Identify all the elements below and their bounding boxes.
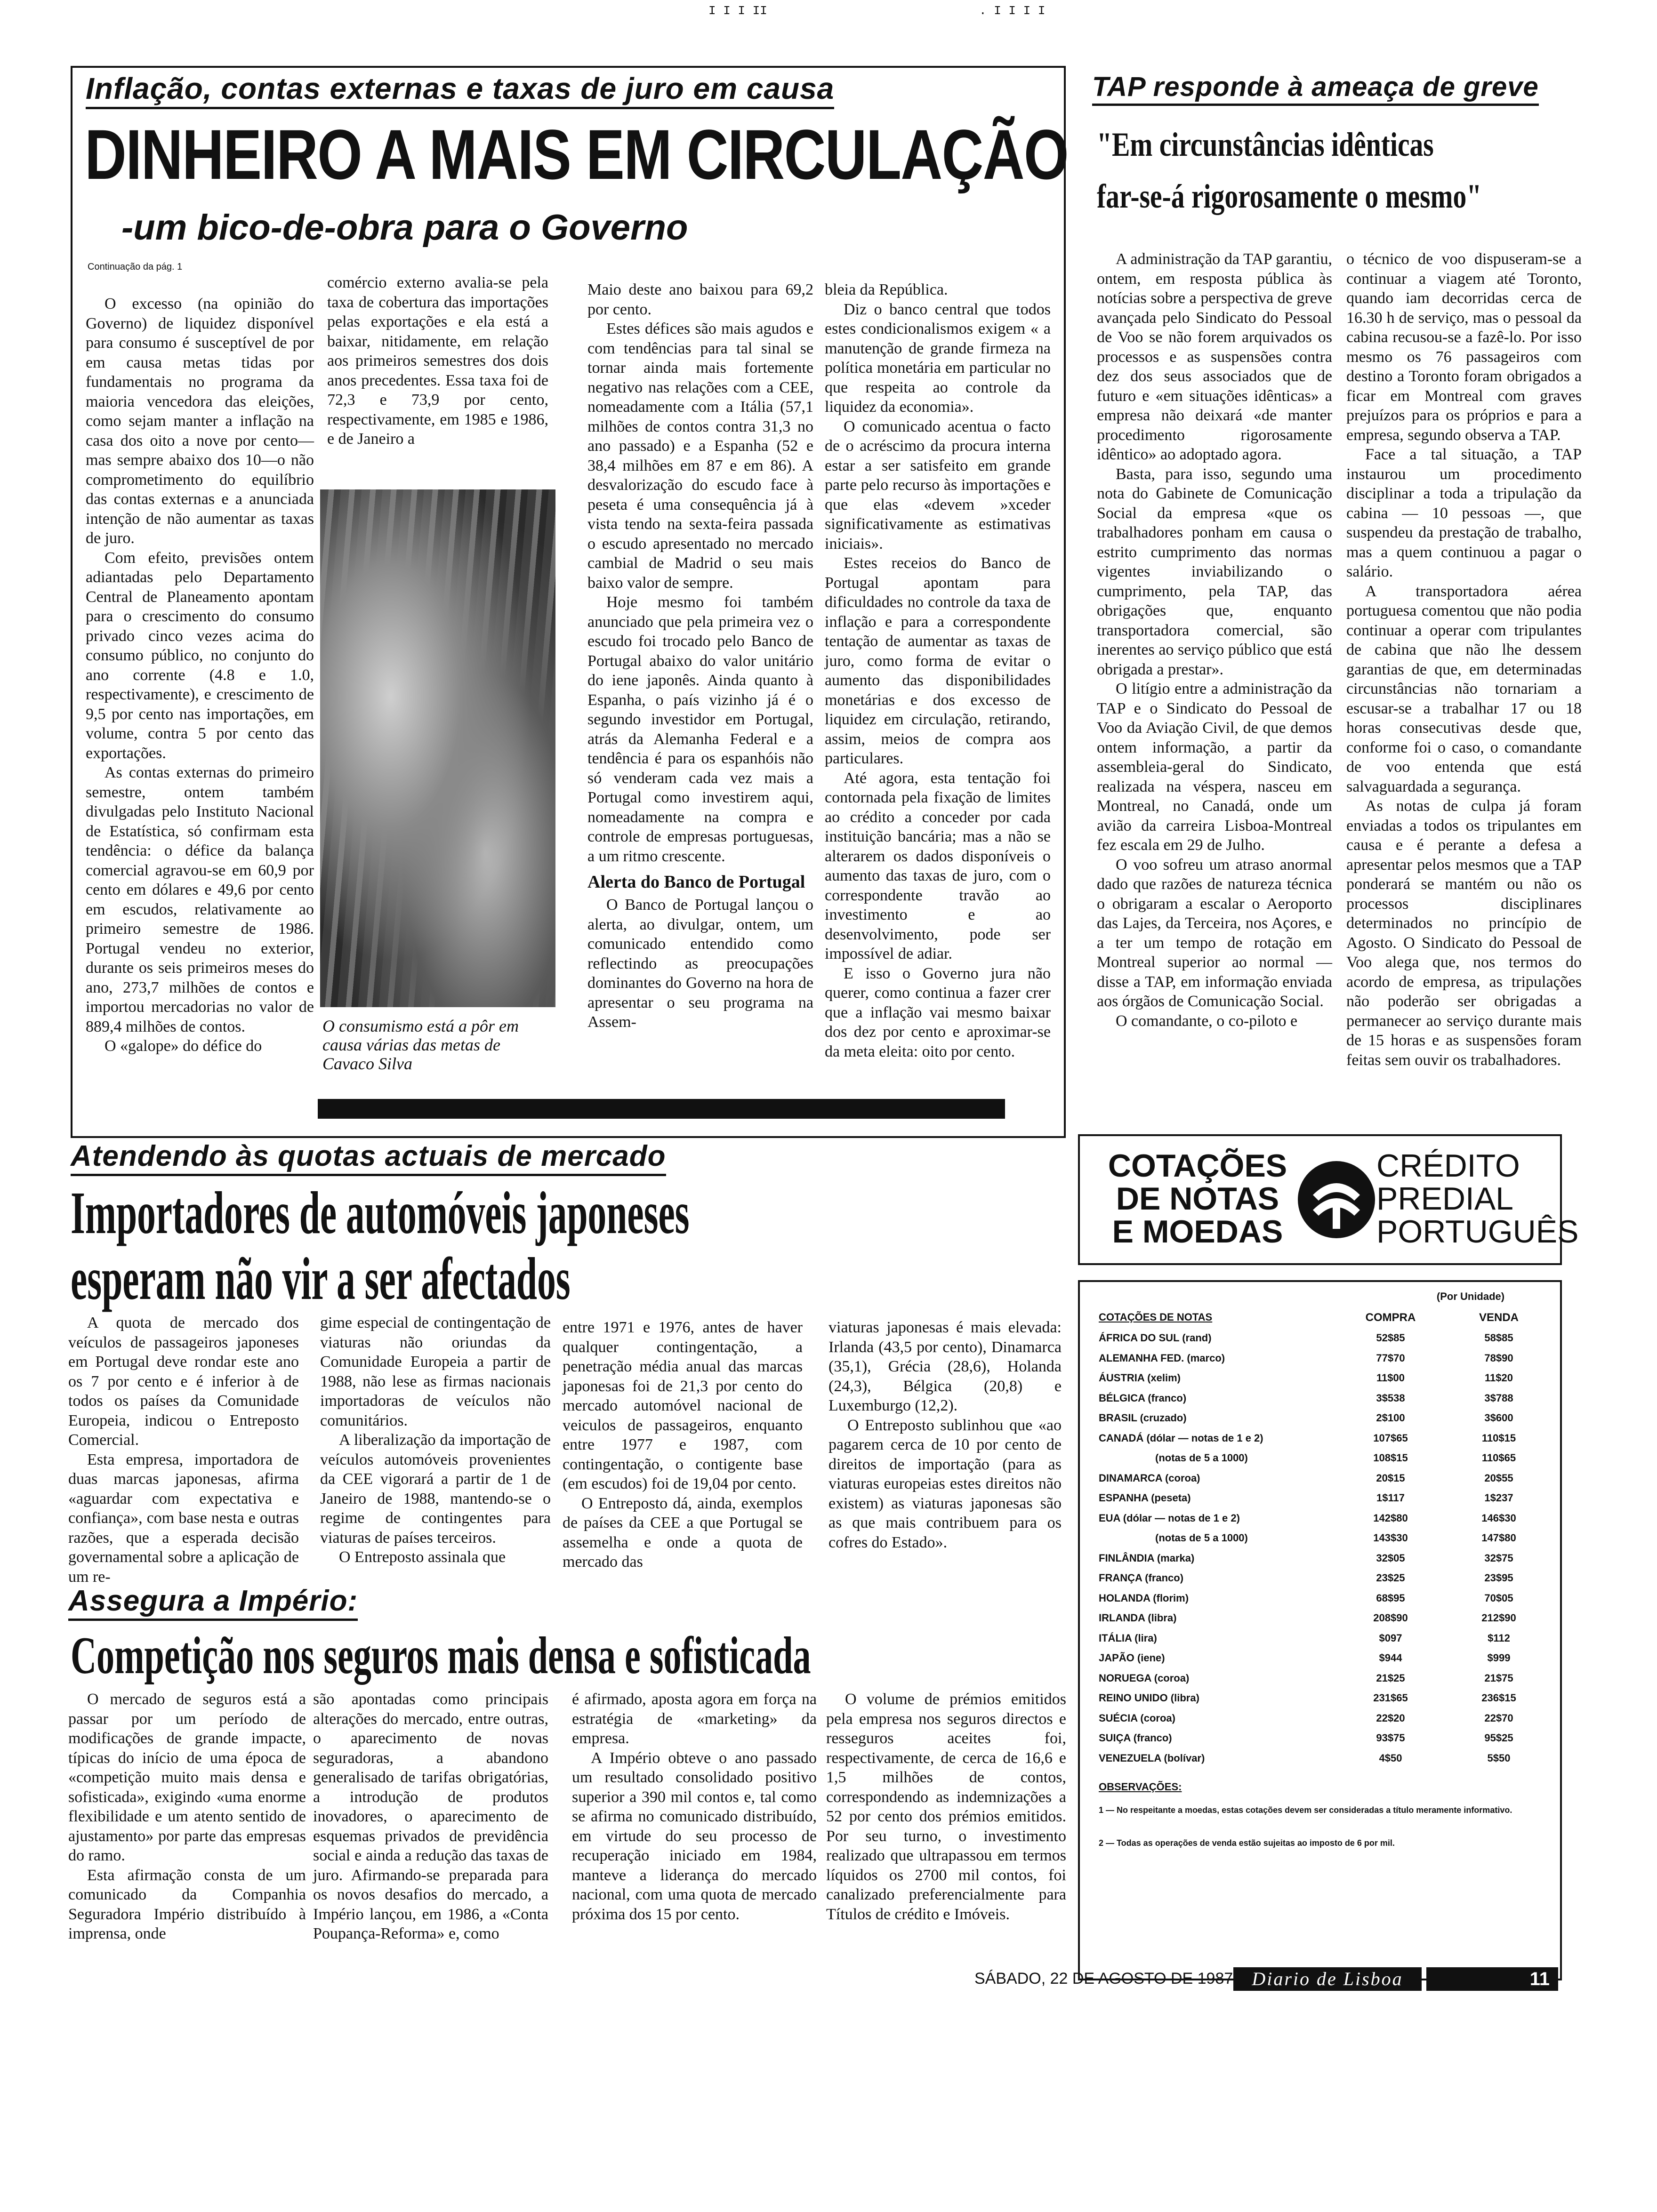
sell-rate: 22$70 [1484, 1712, 1513, 1724]
currency-name: VENEZUELA (bolívar) [1099, 1752, 1205, 1764]
paragraph: As contas externas do primeiro semestre, ontem também divulgadas pelo Instituto Nacional de Estatística, só confirmam esta tendência: o défice da balança comercial agravou-se em 60,9 por cento em dólares e 49,6 por cento em escudos, relativamente ao primeiro semestre de 1986. Portugal vendeu no exterior, durante os seis primeiros meses do ano, 273,7 milhões de contos e importou mercadorias no valor de 889,4 milhões de contos. [86, 764, 314, 1035]
rate-row [1099, 1372, 1569, 1391]
currency-name: FINLÂNDIA (marka) [1099, 1552, 1195, 1564]
buy-rate: 93$75 [1376, 1732, 1405, 1744]
currency-name: JAPÃO (iene) [1099, 1652, 1165, 1664]
paragraph: Basta, para isso, segundo uma nota do Gabinete de Comunicação Social da empresa «que os trabalhadores ponham em causa o estrito cumprimento das normas vigentes inviabilizando o cumprimento, pela TAP, das obrigações que, enquanto transportadora comercial, são inerentes ao serviço público que está obrigada a prestar». [1097, 465, 1332, 678]
banner-line: E MOEDAS [1112, 1214, 1283, 1250]
importers-headline-line-2: esperam não vir a ser afectados [71, 1245, 571, 1312]
buy-rate: 107$65 [1373, 1432, 1408, 1444]
sell-rate: 58$85 [1484, 1332, 1513, 1344]
importers-headline-line-1: Importadores de automóveis japoneses [71, 1179, 690, 1246]
banner-line: PREDIAL [1376, 1181, 1513, 1217]
insurance-col-1 [68, 1690, 306, 1942]
paragraph: Até agora, esta tentação foi contornada pela fixação de limites ao crédito a conceder por cada instituição bancária; mas a não se alterarem os dados disponíveis o aumento das taxas de juro, com o correspondente travão ao investimento e ao desenvolvimento, pode ser impossível de adiar. [825, 769, 1051, 962]
paragraph: Esta empresa, importadora de duas marcas japonesas, afirma «aguardar com expectativa e confiança», com base nesta e outras razões, que a esperada decisão governamental sobre a aplicação de um re- [68, 1451, 299, 1586]
buy-rate: 68$95 [1376, 1592, 1405, 1604]
rates-banner-right [1376, 1148, 1579, 1250]
paragraph: O comandante, o co-piloto e [1116, 1012, 1298, 1030]
paragraph: Com efeito, previsões ontem adiantadas pelo Departamento Central de Planeamento apontam para o crescimento do consumo privado cinco vezes acima do consumo público, no conjunto do ano corrente (4.8 e 1.0, respectivamente), e crescimento de 9,5 por cento nas importações, em volume, contra 5 por cento das exportações. [86, 549, 314, 762]
currency-name: CANADÁ (dólar — notas de 1 e 2) [1099, 1432, 1263, 1444]
paragraph: A transportadora aérea portuguesa comentou que não podia continuar a operar com tripulantes de cabina que não lhe dessem garantias de que, em determinadas circunstâncias não tornariam a escusar-se a trabalhar 17 ou 18 horas consecutivas desde que, conforme foi o caso, o comandante de voo entenda que está salvaguardada a segurança. [1346, 582, 1582, 795]
buy-rate: 2$100 [1376, 1412, 1405, 1424]
paragraph: O Entreposto assinala que [339, 1548, 506, 1566]
paragraph: o técnico de voo dispuseram-se a continuar a viagem até Toronto, quando iam decorridas cerca de 16.30 h de serviço, mas o pessoal da cabina recusou-se a fazê-lo. Por isso mesmo os 76 passageiros com destino a Toronto foram obrigados a ficar em Montreal com graves prejuízos para os próprios e para a empresa, segundo observa a TAP. [1346, 250, 1582, 444]
sell-header: VENDA [1479, 1311, 1519, 1324]
buy-header: COMPRA [1365, 1311, 1416, 1324]
rate-row [1099, 1452, 1569, 1471]
importers-kicker: Atendendo às quotas actuais de mercado [71, 1139, 666, 1176]
currency-name: ÁUSTRIA (xelim) [1099, 1372, 1181, 1384]
buy-rate: 108$15 [1373, 1452, 1408, 1464]
paragraph: O Entreposto sublinhou que «ao pagarem cerca de 10 por cento de direitos de importação (para as viaturas europeias estes direitos não existem) as viaturas japonesas são as que mais contribuem para os cofres do Estado». [828, 1416, 1062, 1551]
paragraph: Face a tal situação, a TAP instaurou um procedimento disciplinar a toda a tripulação da cabina — 10 pessoas —, que suspendeu da prestação de trabalho, mas a quem continuou a pagar o salário. [1346, 446, 1582, 580]
obs-title: OBSERVAÇÕES: [1099, 1781, 1182, 1793]
rates-table [1078, 1280, 1562, 1980]
paragraph: é afirmado, aposta agora em força na estratégia de «marketing» da empresa. [572, 1691, 817, 1747]
footer-date: SÁBADO, 22 DE AGOSTO DE 1987 [974, 1970, 1233, 1988]
paragraph: O excesso (na opinião do Governo) de liquidez disponível para consumo é susceptível de por em causa metas tidas por fundamentais no programa da maioria vencedora das eleições, como sejam manter a inflação na casa dos oito a nove por cento—mas sempre abaixo dos 10—o não comprometimento do equilíbrio das contas externas e a anunciada intenção de não aumentar as taxas de juro. [86, 295, 314, 547]
paragraph: gime especial de contingentação de viaturas não oriundas da Comunidade Europeia a partir de 1988, não lese as firmas nacionais importadoras de veículos não comunitários. [320, 1314, 551, 1429]
buy-rate: 3$538 [1376, 1392, 1405, 1404]
obs-note: 1 — No respeitante a moedas, estas cotações devem ser consideradas a título meramente informativo. [1099, 1805, 1512, 1815]
sell-rate: 1$237 [1484, 1492, 1513, 1504]
rate-row [1099, 1592, 1569, 1611]
buy-rate: 11$00 [1376, 1372, 1405, 1384]
banner-line: CRÉDITO [1376, 1148, 1520, 1184]
paragraph: O «galope» do défice do [105, 1037, 262, 1055]
paragraph: Estes receios do Banco de Portugal apontam para dificuldades no controle da taxa de inflação e para a correspondente tentação de aumentar as taxas de juro, como forma de evitar o aumento das disponibilidades monetárias e dos excesso de liquidez em circulação, retirando, assim, meios de compra aos particulares. [825, 554, 1051, 767]
sell-rate: 146$30 [1481, 1512, 1516, 1524]
insurance-col-4 [826, 1690, 1066, 1934]
banner-line: DE NOTAS [1116, 1181, 1279, 1217]
paragraph: A quota de mercado dos veículos de passageiros japoneses em Portugal deve rondar este ano os 7 por cento e é inferior à de todos os países da Comunidade Europeia, indicou o Entreposto Comercial. [68, 1314, 299, 1449]
insurance-col-3 [572, 1690, 817, 1934]
rate-row [1099, 1532, 1569, 1551]
buy-rate: $944 [1379, 1652, 1402, 1664]
buy-rate: $097 [1379, 1632, 1402, 1644]
currency-name: BRASIL (cruzado) [1099, 1412, 1187, 1424]
rates-banner-left [1099, 1149, 1296, 1248]
currency-name: ESPANHA (peseta) [1099, 1492, 1191, 1504]
banner-line: PORTUGUÊS [1376, 1214, 1579, 1250]
rate-row [1099, 1352, 1569, 1371]
tap-col-2 [1346, 249, 1582, 1134]
buy-rate: 32$05 [1376, 1552, 1405, 1564]
photo-caption: O consumismo está a pôr em causa várias das metas de Cavaco Silva [322, 1017, 519, 1073]
currency-name: FRANÇA (franco) [1099, 1572, 1184, 1584]
sell-rate: 212$90 [1481, 1612, 1516, 1624]
currency-name: REINO UNIDO (libra) [1099, 1692, 1199, 1704]
rate-row [1099, 1572, 1569, 1591]
rate-row [1099, 1432, 1569, 1451]
inflation-headline: DINHEIRO A MAIS EM CIRCULAÇÃO [85, 115, 1068, 194]
currency-name: (notas de 5 a 1000) [1155, 1532, 1248, 1544]
inflation-col-4 [825, 280, 1051, 1080]
buy-rate: 52$85 [1376, 1332, 1405, 1344]
sell-rate: 147$80 [1481, 1532, 1516, 1544]
paragraph: A Império obteve o ano passado um resultado consolidado positivo superior a 390 mil contos e, tal como se afirma no comunicado distribuído, em virtude do seu processo de recuperação iniciado em 1984, manteve a liderança do mercado nacional, com uma quota de mercado próxima dos 15 por cento. [572, 1749, 817, 1923]
rate-row [1099, 1492, 1569, 1511]
buy-rate: 22$20 [1376, 1712, 1405, 1724]
importers-col-3 [563, 1318, 803, 1581]
buy-rate: 208$90 [1373, 1612, 1408, 1624]
inflation-col-3 [587, 280, 813, 1080]
rate-row [1099, 1692, 1569, 1711]
paragraph: Esta afirmação consta de um comunicado da Companhia Seguradora Império distribuído à imprensa, onde [68, 1866, 306, 1942]
currency-name: SUIÇA (franco) [1099, 1732, 1172, 1744]
currency-name: ALEMANHA FED. (marco) [1099, 1352, 1225, 1364]
insurance-col-2 [313, 1690, 548, 1942]
rate-row [1099, 1652, 1569, 1671]
paragraph: A liberalização da importação de veículos automóveis provenientes da CEE vigorará a partir de 1 de Janeiro de 1988, mantendo-se o regime de contingentes para viaturas de países terceiros. [320, 1431, 551, 1547]
paragraph: Hoje mesmo foi também anunciado que pela primeira vez o escudo foi trocado pelo Banco de Portugal abaixo do valor unitário do iene japonês. Ainda quanto à Espanha, o país vizinho já é o segundo investidor em Portugal, atrás da Alemanha Federal e a tendência é para os espanhóis não só venderam cada vez mais a Portugal como investirem aqui, nomeadamente na compra e controle de empresas portuguesas, a um ritmo crescente. [587, 593, 813, 865]
subheading: Alerta do Banco de Portugal [587, 872, 805, 892]
rate-row [1099, 1712, 1569, 1731]
black-rule [318, 1099, 1005, 1119]
paragraph: A administração da TAP garantiu, ontem, em resposta pública às notícias sobre a perspectiva de greve avançada pelo Sindicato do Pessoal de Voo se não forem arquivados os processos e as suspensões contra dez dos seus associados que de futuro e «em situações idênticas» a empresa não deixará «de manter procedimento rigorosamente idêntico» ao adoptado agora. [1097, 250, 1332, 463]
currency-name: NORUEGA (coroa) [1099, 1672, 1190, 1684]
sell-rate: 110$65 [1481, 1452, 1516, 1464]
rates-banner [1078, 1134, 1579, 1265]
currency-name: DINAMARCA (coroa) [1099, 1472, 1200, 1484]
registration-mark: . I I I I [979, 4, 1046, 18]
currency-name: EUA (dólar — notas de 1 e 2) [1099, 1512, 1240, 1524]
paragraph: E isso o Governo jura não querer, como continua a fazer crer que a inflação vai mesmo baixar dos dez por cento e aproximar-se da meta eleita: oito por cento. [825, 964, 1051, 1060]
rate-row [1099, 1332, 1569, 1351]
footer-bar [1426, 1967, 1558, 1991]
banner-line: COTAÇÕES [1108, 1148, 1287, 1184]
rate-row [1099, 1732, 1569, 1751]
sell-rate: 110$15 [1481, 1432, 1516, 1444]
buy-rate: 77$70 [1376, 1352, 1405, 1364]
paragraph: Maio deste ano baixou para 69,2 por cento. [587, 281, 813, 318]
rate-row [1099, 1512, 1569, 1531]
page-number: 11 [1529, 1969, 1550, 1989]
rate-row [1099, 1632, 1569, 1651]
sell-rate: 70$05 [1484, 1592, 1513, 1604]
currency-name: IRLANDA (libra) [1099, 1612, 1177, 1624]
shopping-photo [320, 489, 555, 1007]
paragraph: O Banco de Portugal lançou o alerta, ao divulgar, ontem, um comunicado entendido como reflectindo as preocupações dominantes do Governo na hora de apresentar o seu programa na Assem- [587, 896, 813, 1031]
buy-rate: 21$25 [1376, 1672, 1405, 1684]
inflation-deck: -um bico-de-obra para o Governo [121, 208, 688, 248]
sell-rate: 23$95 [1484, 1572, 1513, 1584]
paragraph: Estes défices são mais agudos e com tendências para tal sinal se tornar ainda mais fortemente negativo nas relações com a CEE, nomeadamente com a Itália (57,1 milhões de contos contra 31,3 no ano passado) e a Espanha (52 e 38,4 milhões em 87 e em 86). A desvalorização do escudo face à peseta é uma consequência já à vista tendo na sexta-feira passada o escudo apresentado no mercado cambial de Madrid o seu mais baixo valor de sempre. [587, 320, 813, 592]
tap-kicker: TAP responde à ameaça de greve [1092, 71, 1539, 106]
rate-row [1099, 1752, 1569, 1771]
sell-rate: 5$50 [1487, 1752, 1511, 1764]
currency-name: SUÉCIA (coroa) [1099, 1712, 1175, 1724]
insurance-headline: Competição nos seguros mais densa e sofisticada [71, 1627, 811, 1685]
paragraph: As notas de culpa já foram enviadas a todos os tripulantes em causa e é perante a defesa a apresentar pelos mesmos que a TAP ponderará se mantém ou não os processos disciplinares determinados no princípio de Agosto. O Sindicato do Pessoal de Voo alega que, nos termos do acordo de empresa, as tripulações não poderão ser obrigadas a permanecer ao serviço durante mais de 15 horas e as suspensões foram feitas sem ouvir os trabalhadores. [1346, 797, 1582, 1069]
importers-col-1 [68, 1313, 299, 1586]
buy-rate: 231$65 [1373, 1692, 1408, 1704]
paragraph: O Entreposto dá, ainda, exemplos de países da CEE a que Portugal se assemelha e onde a quota de mercado das [563, 1494, 803, 1571]
sell-rate: 20$55 [1484, 1472, 1513, 1484]
buy-rate: 23$25 [1376, 1572, 1405, 1584]
paragraph: O voo sofreu um atraso anormal dado que razões de natureza técnica o obrigaram a escalar o Aeroporto das Lajes, da Terceira, nos Açores, e a ter um tempo de rotação em Montreal superior ao normal — disse a TAP, em informação enviada aos órgãos de Comunicação Social. [1097, 856, 1332, 1010]
currency-name: (notas de 5 a 1000) [1155, 1452, 1248, 1464]
rate-rows [1099, 1332, 1569, 1803]
paragraph: O litígio entre a administração da TAP e o Sindicato do Pessoal de Voo da Aviação Civil, de que demos ontem informação, a partir da assembleia-geral do Sindicato, realizada na véspera, nasceu em Montreal, no Canadá, onde um avião da carreira Lisboa-Montreal fez escala em 29 de Julho. [1097, 680, 1332, 854]
sell-rate: 11$20 [1485, 1372, 1513, 1384]
paragraph: entre 1971 e 1976, antes de haver qualquer contingentação, a penetração média anual das marcas japonesas foi de 21,3 por cento do mercado automóvel nacional de veiculos de passageiros, enquanto entre 1977 e 1987, com contingentação, o contigente base (em escudos) foi de 19,04 por cento. [563, 1319, 803, 1492]
sell-rate: 21$75 [1484, 1672, 1513, 1684]
inflation-kicker: Inflação, contas externas e taxas de juro em causa [86, 71, 834, 109]
tap-headline-line-2: far-se-á rigorosamente o mesmo" [1097, 177, 1482, 215]
paragraph: comércio externo avalia-se pela taxa de cobertura das importações pelas exportações e ela está a baixar, nitidamente, em relação aos primeiros semestres dos dois anos precedentes. Essa taxa foi de 72,3 e 73,9 por cento, respectivamente, em 1985 e 1986, e de Janeiro a [327, 274, 548, 448]
sell-rate: 3$788 [1484, 1392, 1513, 1404]
sell-rate: 78$90 [1484, 1352, 1513, 1364]
currency-name: ÁFRICA DO SUL (rand) [1099, 1332, 1212, 1344]
sell-rate: $999 [1487, 1652, 1511, 1664]
sell-rate: 95$25 [1484, 1732, 1513, 1744]
buy-rate: 1$117 [1376, 1492, 1405, 1504]
paragraph: O mercado de seguros está a passar por um período de modificações de grande impacte, típicas do início de uma época de «competição muito mais densa e sofisticada», exigindo «uma enorme flexibilidade e um atento sentido de ajustamento» por parte das empresas do ramo. [68, 1691, 306, 1864]
registration-mark: I I I II [708, 4, 767, 18]
sell-rate: 3$600 [1484, 1412, 1513, 1424]
rate-row [1099, 1612, 1569, 1631]
paragraph: são apontadas como principais alterações do mercado, entre outras, o aparecimento de novas seguradoras, a abandono generalisado de tarifas obrigatórias, a introdução de produtos inovadores, o aparecimento de esquemas privados de previdência social e ainda a redução das taxas de juro. Afirmando-se preparada para os novos desafios do mercado, a Império lançou, em 1986, a «Conta Poupança-Reforma» e, como [313, 1691, 548, 1942]
rate-row [1099, 1672, 1569, 1691]
rate-row [1099, 1412, 1569, 1431]
paragraph: O volume de prémios emitidos pela empresa nos seguros directos e resseguros aceites foi, respectivamente, de cerca de 16,6 e 1,5 milhões de contos, correspondendo as indemnizações a 52 por cento dos prémios emitidos. Por seu turno, o investimento realizado que ultrapassou em termos líquidos os 2700 mil contos, foi canalizado preferencialmente para Títulos de crédito e Imóveis. [826, 1691, 1066, 1923]
bank-logo-icon [1294, 1157, 1379, 1242]
sell-rate: $112 [1488, 1632, 1510, 1644]
currency-name: BÉLGICA (franco) [1099, 1392, 1187, 1404]
importers-col-2 [320, 1313, 551, 1577]
rates-title: COTAÇÕES DE NOTAS [1099, 1311, 1213, 1323]
inflation-col-1 [86, 294, 314, 1075]
continuation-note: Continuação da pág. 1 [88, 262, 183, 272]
footer-paper-name: Diario de Lisboa [1233, 1967, 1422, 1991]
buy-rate: 20$15 [1376, 1472, 1405, 1484]
currency-name: ITÁLIA (lira) [1099, 1632, 1157, 1644]
rate-row [1099, 1552, 1569, 1571]
currency-name: HOLANDA (florim) [1099, 1592, 1189, 1604]
rate-row [1099, 1472, 1569, 1491]
inflation-col-2 [327, 273, 548, 471]
sell-rate: 236$15 [1481, 1692, 1516, 1704]
paragraph: O comunicado acentua o facto de o acréscimo da procura interna estar a ser satisfeito em grande parte pelo recurso às importações e que elas «devem »xceder significativamente as estimativas iniciais». [825, 417, 1051, 553]
sell-rate: 32$75 [1484, 1552, 1513, 1564]
tap-headline-line-1: "Em circunstâncias idênticas [1097, 126, 1434, 163]
paragraph: Diz o banco central que todos estes condicionalismos exigem « a manutenção de grande firmeza na política monetária em particular no que respeita ao controle da liquidez da economia». [825, 300, 1051, 416]
obs-note: 2 — Todas as operações de venda estão sujeitas ao imposto de 6 por mil. [1099, 1838, 1395, 1848]
paragraph: bleia da República. [825, 281, 948, 298]
buy-rate: 143$30 [1373, 1532, 1408, 1544]
paragraph: viaturas japonesas é mais elevada: Irlanda (43,5 por cento), Dinamarca (35,1), Grécia (28,6), Holanda (24,3), Bélgica (20,8) e Luxemburgo (12,2). [828, 1319, 1062, 1414]
buy-rate: 4$50 [1379, 1752, 1402, 1764]
per-unit-label: (Por Unidade) [1436, 1290, 1505, 1302]
tap-col-1 [1097, 249, 1332, 1115]
importers-col-4 [828, 1318, 1062, 1581]
rate-row [1099, 1392, 1569, 1411]
buy-rate: 142$80 [1373, 1512, 1408, 1524]
insurance-kicker: Assegura a Império: [68, 1584, 358, 1621]
